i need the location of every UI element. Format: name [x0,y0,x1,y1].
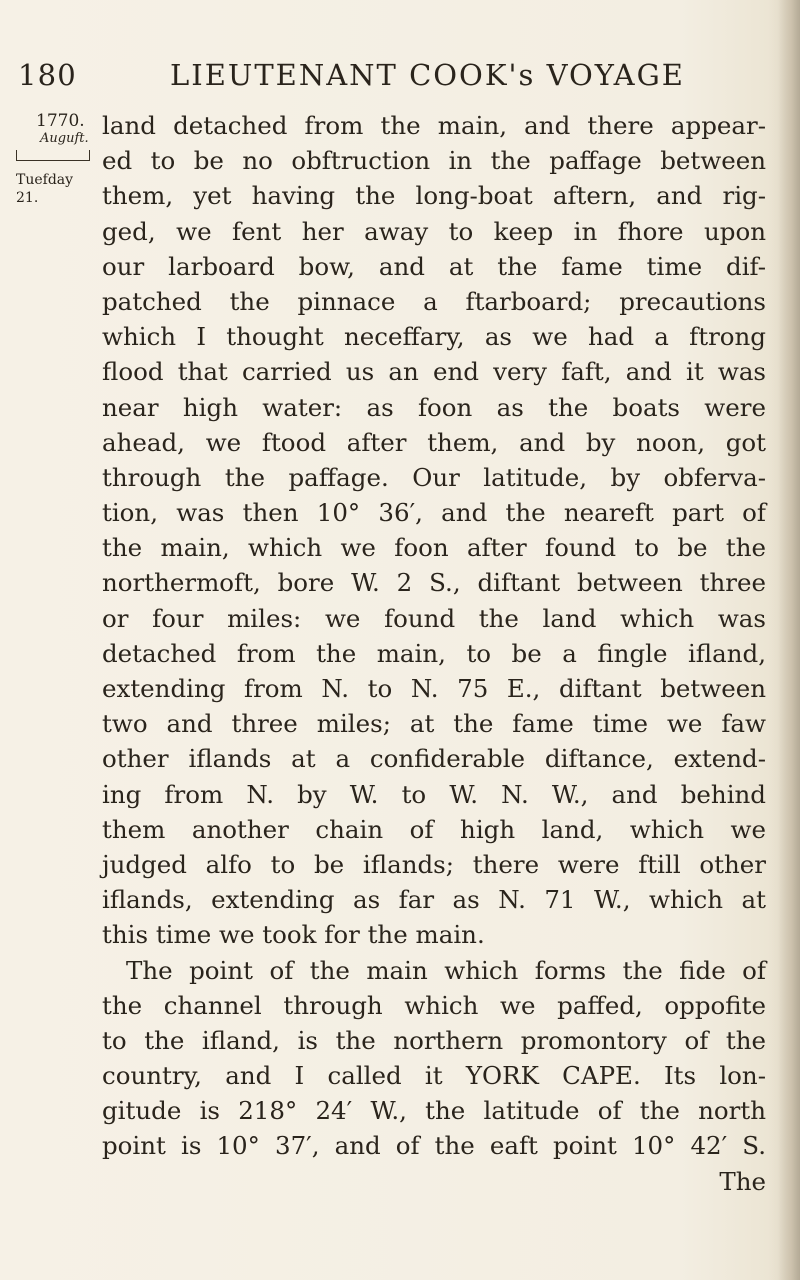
margin-note [16,112,96,207]
margin-brace [16,150,90,161]
text-line: gitude is 218° 24′ W., the latitude of the north [102,1096,766,1126]
text-line: ahead, we ftood after them, and by noon, got [102,427,766,457]
text-line: them another chain of high land, which we [102,814,766,844]
text-line: this time we took for the main. [102,920,485,950]
text-line: the main, which we foon after found to be the [102,533,766,563]
text-line: or four miles: we found the land which was [102,603,766,633]
text-line: patched the pinnace a ftarboard; precautions [102,286,766,316]
margin-day: Tuefday 21. [16,172,74,206]
text-line: The point of the main which forms the fide of [126,955,766,985]
text-line: land detached from the main, and there appear- [102,111,766,140]
text-line: other iflands at a confiderable diftance, extend- [102,744,766,774]
page-edge-shadow [778,0,800,1280]
text-line: the channel through which we paffed, oppofite [102,990,766,1020]
text-line: two and three miles; at the fame time we faw [102,709,766,739]
catchword: The [719,1166,766,1196]
text-line: which I thought neceffary, as we had a ftrong [102,322,766,352]
margin-month: Auguft. [40,131,89,146]
text-line: point is 10° 37′, and of the eaft point 10° 42′ S. [102,1131,766,1161]
text-line: our larboard bow, and at the fame time dif- [102,251,766,281]
text-line: ing from N. by W. to W. N. W., and behind [102,779,766,809]
text-line: flood that carried us an end very faft, and it was [102,357,766,387]
text-line: northermoft, bore W. 2 S., diftant between three [102,568,766,598]
body-text [102,108,766,1199]
text-line: ed to be no obftruction in the paffage between [102,146,766,176]
text-line: through the paffage. Our latitude, by obferva- [102,462,766,492]
text-line: them, yet having the long-boat aftern, and rig- [102,181,766,211]
text-line: extending from N. to N. 75 E., diftant between [102,674,766,703]
page-number: 180 [18,58,77,92]
page-header [18,58,778,98]
text-line: country, and I called it YORK CAPE. Its lon- [102,1061,766,1091]
text-line: detached from the main, to be a fingle ifland, [102,638,766,668]
text-line: tion, was then 10° 36′, and the neareft part of [102,498,766,528]
text-line: iflands, extending as far as N. 71 W., which at [102,885,766,915]
running-head: LIEUTENANT COOK's VOYAGE [170,58,685,92]
text-line: ged, we fent her away to keep in fhore upon [102,216,766,246]
margin-year: 1770. [36,111,85,131]
text-line: judged alfo to be iflands; there were ftill other [102,849,766,879]
text-line: to the ifland, is the northern promontory of the [102,1025,766,1055]
text-line: near high water: as foon as the boats were [102,392,766,422]
